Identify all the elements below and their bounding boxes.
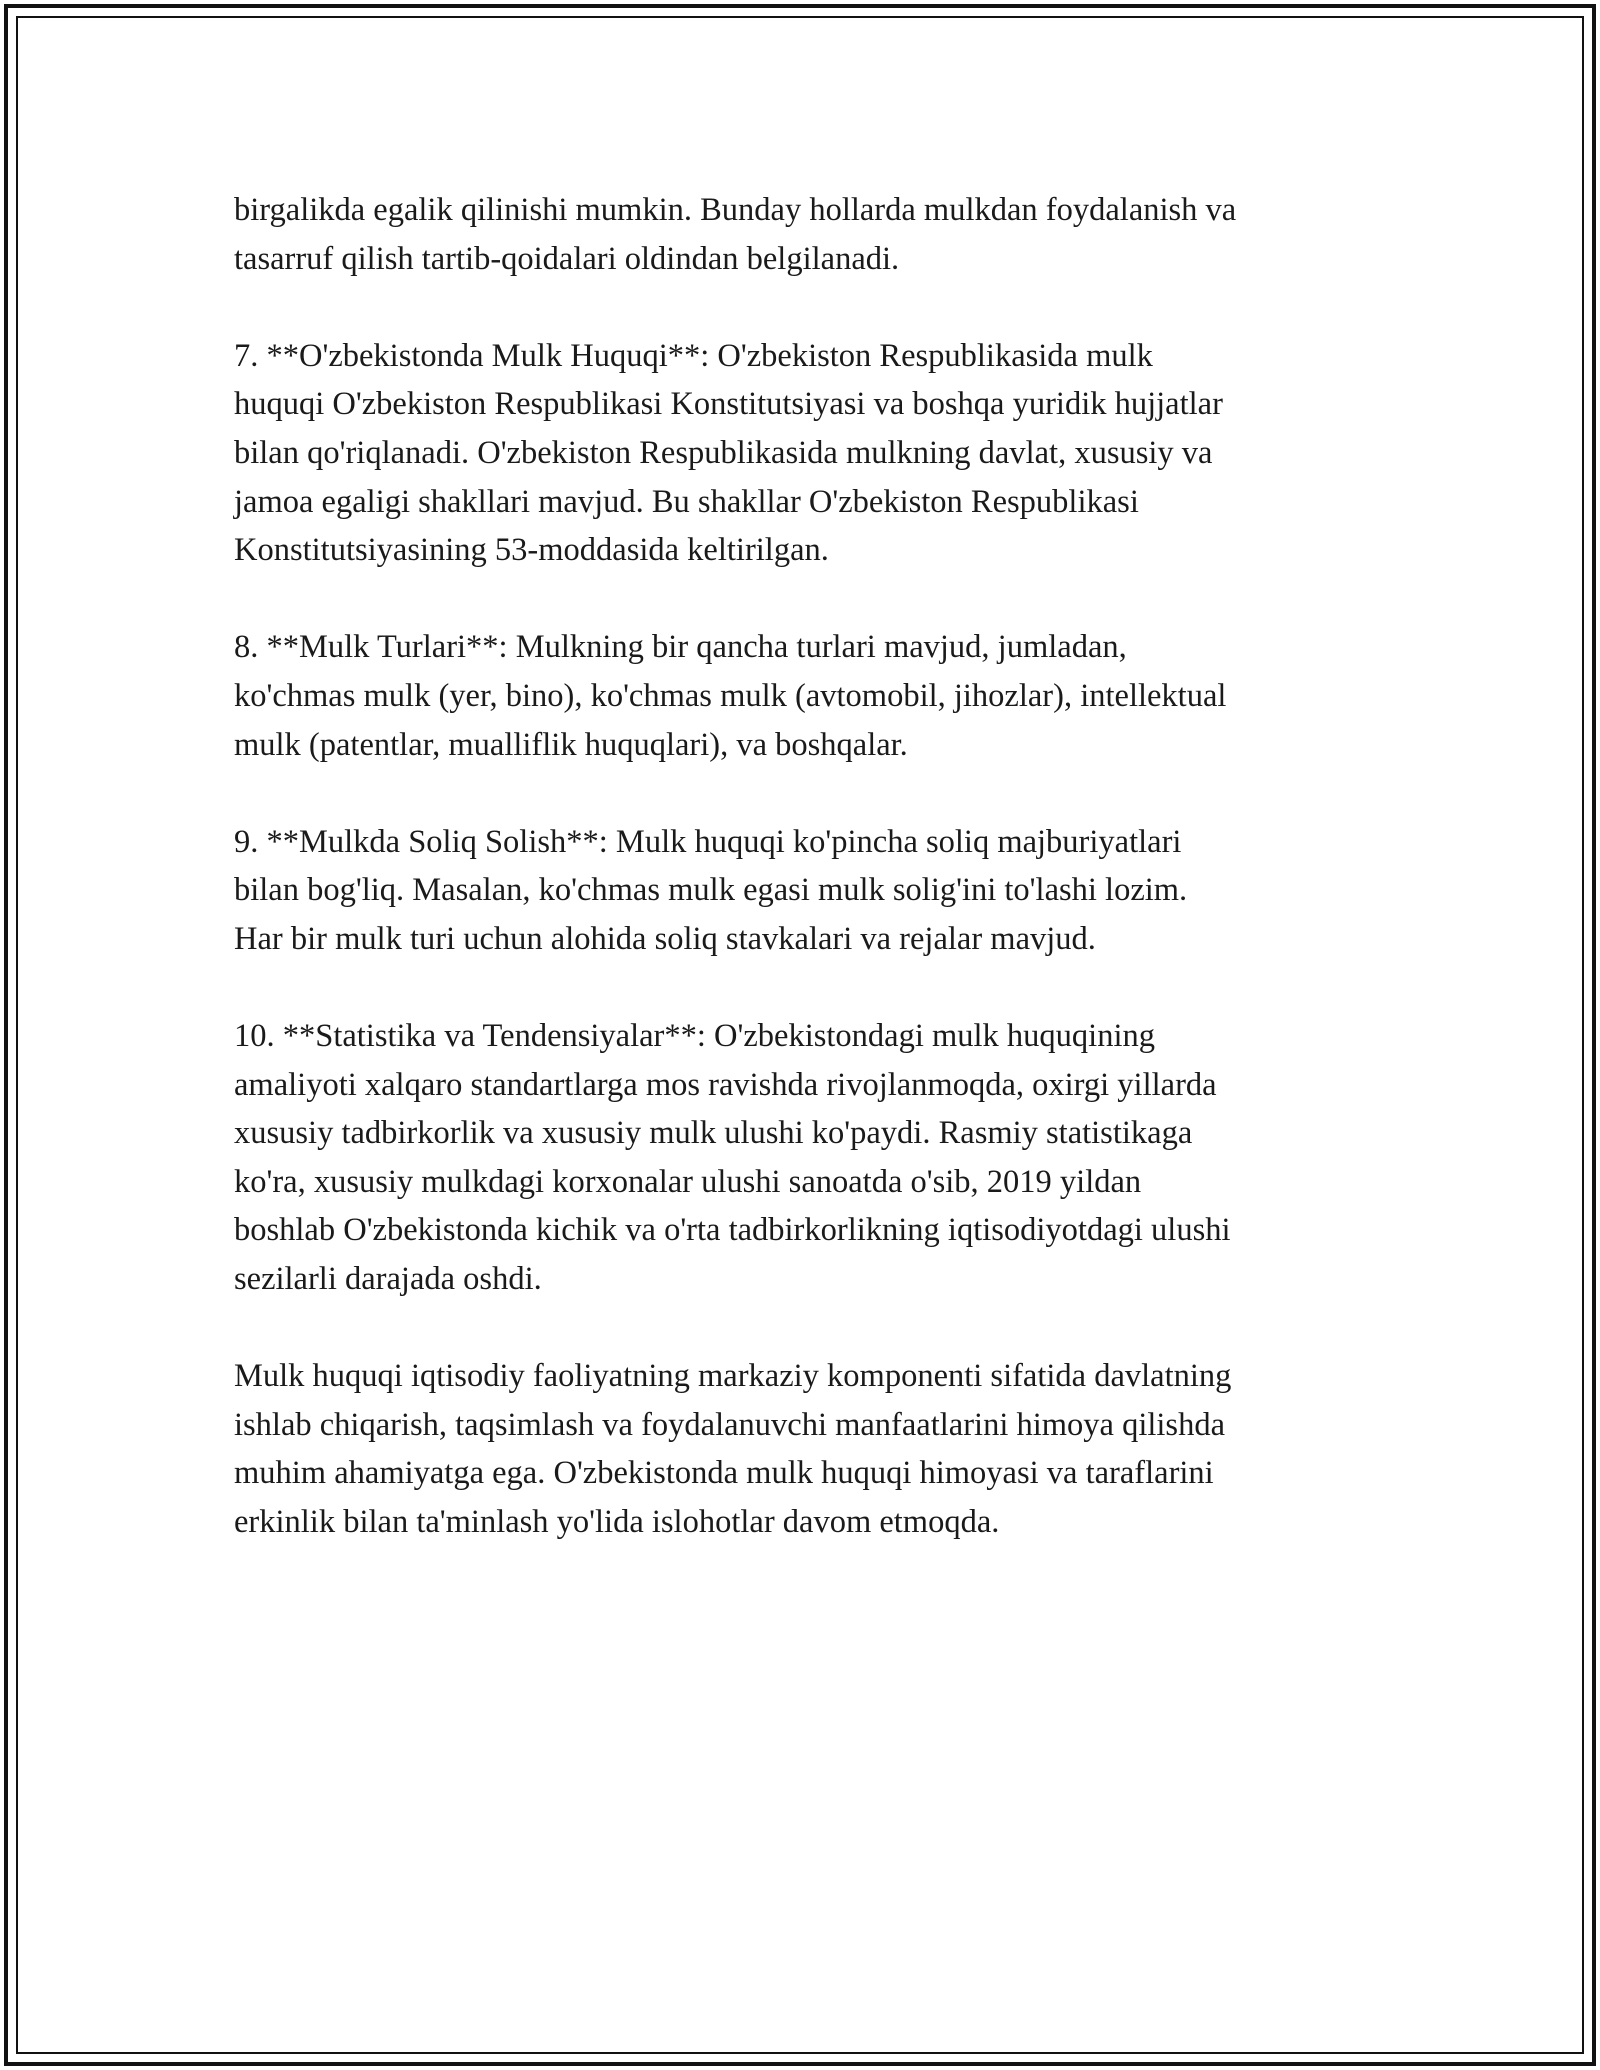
paragraph-item-9: 9. **Mulkda Soliq Solish**: Mulk huquqi ko'pincha soliq majburiyatlari bilan bog'liq. Masalan, ko'chmas mulk egasi mulk solig'ini to'lashi lozim. Har bir mulk turi uchun alohida soliq stavkalari va rejalar mavjud. <box>234 823 1188 957</box>
paragraph-item-8: 8. **Mulk Turlari**: Mulkning bir qancha turlari mavjud, jumladan, ko'chmas mulk (yer, bino), ko'chmas mulk (avtomobil, jihozlar), intellektual mulk (patentlar, mualliflik huquqlari), va boshqalar. <box>234 629 1227 763</box>
document-body <box>234 186 1374 1547</box>
paragraph-conclusion: Mulk huquqi iqtisodiy faoliyatning markaziy komponenti sifatida davlatning ishlab chiqarish, taqsimlash va foydalanuvchi manfaatlarini himoya qilishda muhim ahamiyatga ega. O'zbekistonda mulk huquqi himoyasi va taraflarini erkinlik bilan ta'minlash yo'lida islohotlar davom etmoqda. <box>234 1358 1232 1541</box>
paragraph-item-7: 7. **O'zbekistonda Mulk Huquqi**: O'zbekiston Respublikasida mulk huquqi O'zbekiston Respublikasi Konstitutsiyasi va boshqa yuridik hujjatlar bilan qo'riqlanadi. O'zbekiston Respublikasida mulkning davlat, xususiy va jamoa egaligi shakllari mavjud. Bu shakllar O'zbekiston Respublikasi Konstitutsiyasining 53-moddasida keltirilgan. <box>234 337 1223 569</box>
paragraph-item-10: 10. **Statistika va Tendensiyalar**: O'zbekistondagi mulk huquqining amaliyoti xalqaro standartlarga mos ravishda rivojlanmoqda, oxirgi yillarda xususiy tadbirkorlik va xususiy mulk ulushi ko'paydi. Rasmiy statistikaga ko'ra, xususiy mulkdagi korxonalar ulushi sanoatda o'sib, 2019 yildan boshlab O'zbekistonda kichik va o'rta tadbirkorlikning iqtisodiyotdagi ulushi sezilarli darajada oshdi. <box>234 1018 1231 1298</box>
paragraph-continuation: birgalikda egalik qilinishi mumkin. Bunday hollarda mulkdan foydalanish va tasarruf qilish tartib-qoidalari oldindan belgilanadi. <box>234 192 1237 277</box>
